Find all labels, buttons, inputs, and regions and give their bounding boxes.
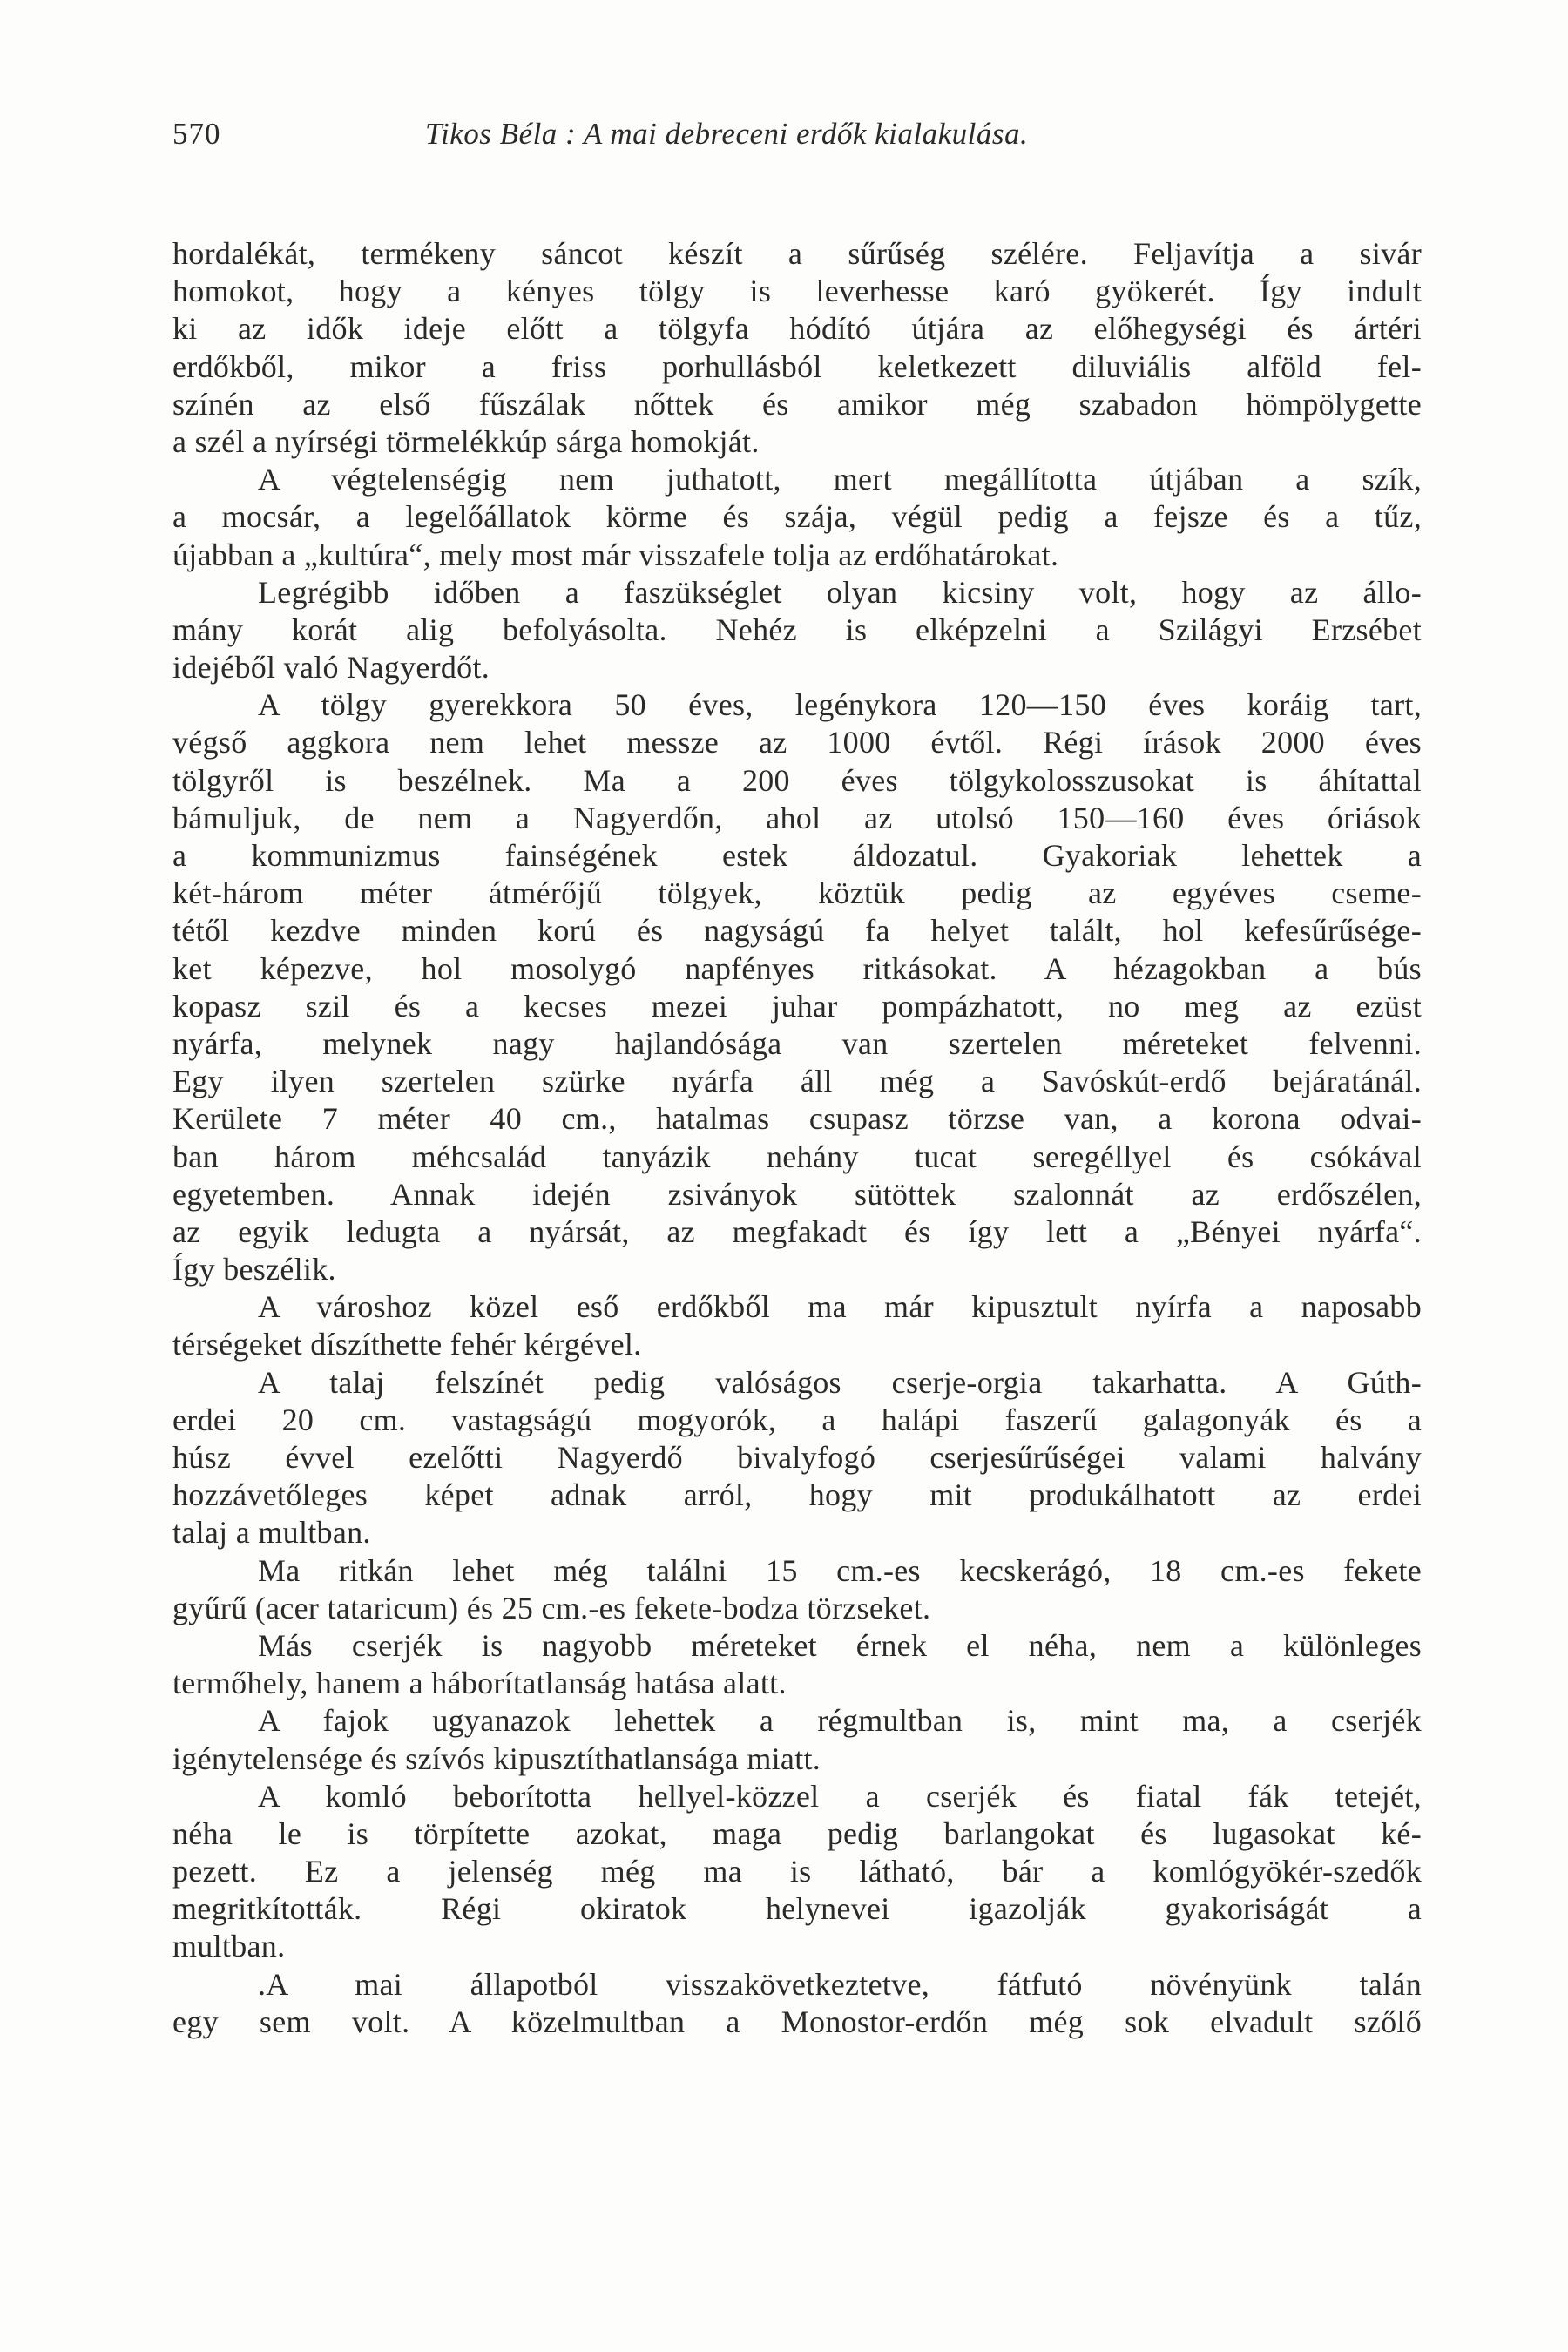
text-line: egy sem volt. A közelmultban a Monostor-erdőn még sok elvadult szőlő xyxy=(172,2004,1422,2039)
text-line: gyűrű (acer tataricum) és 25 cm.-es fekete-bodza törzseket. xyxy=(172,1590,931,1625)
text-line: idejéből való Nagyerdőt. xyxy=(172,650,490,686)
text-line: Ma ritkán lehet még találni 15 cm.-es kecskerágó, 18 cm.-es fekete xyxy=(258,1552,1422,1588)
text-line: A fajok ugyanazok lehettek a régmultban is, mint ma, a cserjék xyxy=(258,1703,1422,1739)
text-line: a mocsár, a legelőállatok körme és szája, végül pedig a fejsze és a tűz, xyxy=(172,499,1422,535)
text-line: talaj a multban. xyxy=(172,1515,371,1551)
text-line: ket képezve, hol mosolygó napfényes ritkásokat. A hézagokban a bús xyxy=(172,950,1422,986)
running-title: Tikos Béla : A mai debreceni erdők kialakulása. xyxy=(425,117,1029,151)
text-line: pezett. Ez a jelenség még ma is látható, bár a komlógyökér-szedők xyxy=(172,1854,1422,1889)
text-line: termőhely, hanem a háborítatlanság hatása alatt. xyxy=(172,1666,787,1701)
text-line: mány korát alig befolyásolta. Nehéz is elképzelni a Szilágyi Erzsébet xyxy=(172,612,1422,647)
text-line: Így beszélik. xyxy=(172,1252,336,1288)
text-line: újabban a „kultúra“, mely most már visszafele tolja az erdőhatárokat. xyxy=(172,537,1059,572)
text-line: erdei 20 cm. vastagságú mogyorók, a halápi faszerű galagonyák és a xyxy=(172,1402,1422,1437)
text-line: kopasz szil és a kecses mezei juhar pompázhatott, no meg az ezüst xyxy=(172,988,1422,1024)
text-line: igénytelensége és szívós kipusztíthatlansága miatt. xyxy=(172,1740,821,1776)
text-line: egyetemben. Annak idején zsiványok sütöttek szalonnát az erdőszélen, xyxy=(172,1176,1422,1212)
text-line: A talaj felszínét pedig valóságos cserje-orgia takarhatta. A Gúth- xyxy=(258,1364,1422,1400)
text-line: térségeket díszíthette fehér kérgével. xyxy=(172,1327,642,1362)
text-line: multban. xyxy=(172,1929,286,1964)
text-line: színén az első fűszálak nőttek és amikor még szabadon hömpölygette xyxy=(172,386,1422,422)
text-line: erdőkből, mikor a friss porhullásból keletkezett diluviális alföld fel- xyxy=(172,348,1422,384)
text-line: az egyik ledugta a nyársát, az megfakadt és így lett a „Bényei nyárfa“. xyxy=(172,1213,1422,1249)
body-text xyxy=(172,235,1422,2041)
text-line: Kerülete 7 méter 40 cm., hatalmas csupasz törzse van, a korona odvai- xyxy=(172,1101,1422,1137)
text-line: .A mai állapotból visszakövetkeztetve, fátfutó növényünk talán xyxy=(258,1966,1422,2002)
text-line: ki az idők ideje előtt a tölgyfa hódító útjára az előhegységi és ártéri xyxy=(172,311,1422,347)
running-head xyxy=(172,113,1422,155)
text-line: Legrégibb időben a faszükséglet olyan kicsiny volt, hogy az állo- xyxy=(258,574,1422,610)
text-line: ban három méhcsalád tanyázik nehány tucat seregéllyel és csókával xyxy=(172,1139,1422,1174)
text-line: tétől kezdve minden korú és nagyságú fa helyet talált, hol kefesűrűsége- xyxy=(172,913,1422,949)
text-line: két-három méter átmérőjű tölgyek, köztük pedig az egyéves cseme- xyxy=(172,875,1422,911)
text-line: a kommunizmus fainségének estek áldozatul. Gyakoriak lehettek a xyxy=(172,838,1422,873)
page-number: 570 xyxy=(172,117,221,151)
text-line: A végtelenségig nem juthatott, mert megállította útjában a szík, xyxy=(258,462,1422,497)
text-line: bámuljuk, de nem a Nagyerdőn, ahol az utolsó 150—160 éves óriások xyxy=(172,800,1422,835)
text-line: néha le is törpítette azokat, maga pedig barlangokat és lugasokat ké- xyxy=(172,1815,1422,1851)
text-line: hozzávetőleges képet adnak arról, hogy mit produkálhatott az erdei xyxy=(172,1477,1422,1513)
text-line: a szél a nyírségi törmelékkúp sárga homokját. xyxy=(172,423,760,459)
text-line: hordalékát, termékeny sáncot készít a sűrűség szélére. Feljavítja a sivár xyxy=(172,236,1422,271)
text-line: megritkították. Régi okiratok helynevei igazolják gyakoriságát a xyxy=(172,1891,1422,1927)
text-line: nyárfa, melynek nagy hajlandósága van szertelen méreteket felvenni. xyxy=(172,1025,1422,1061)
text-line: Egy ilyen szertelen szürke nyárfa áll még a Savóskút-erdő bejáratánál. xyxy=(172,1064,1422,1099)
text-line: Más cserjék is nagyobb méreteket érnek el néha, nem a különleges xyxy=(258,1627,1422,1663)
text-line: A komló beborította hellyel-közzel a cserjék és fiatal fák tetejét, xyxy=(258,1778,1422,1814)
text-line: húsz évvel ezelőtti Nagyerdő bivalyfogó cserjesűrűségei valami halvány xyxy=(172,1440,1422,1475)
text-line: tölgyről is beszélnek. Ma a 200 éves tölgykolosszusokat is áhítattal xyxy=(172,762,1422,798)
text-line: homokot, hogy a kényes tölgy is leverhesse karó gyökerét. Így indult xyxy=(172,274,1422,309)
text-line: A tölgy gyerekkora 50 éves, legénykora 120—150 éves koráig tart, xyxy=(258,687,1422,723)
text-line: végső aggkora nem lehet messze az 1000 évtől. Régi írások 2000 éves xyxy=(172,725,1422,760)
text-line: A városhoz közel eső erdőkből ma már kipusztult nyírfa a naposabb xyxy=(258,1289,1422,1325)
